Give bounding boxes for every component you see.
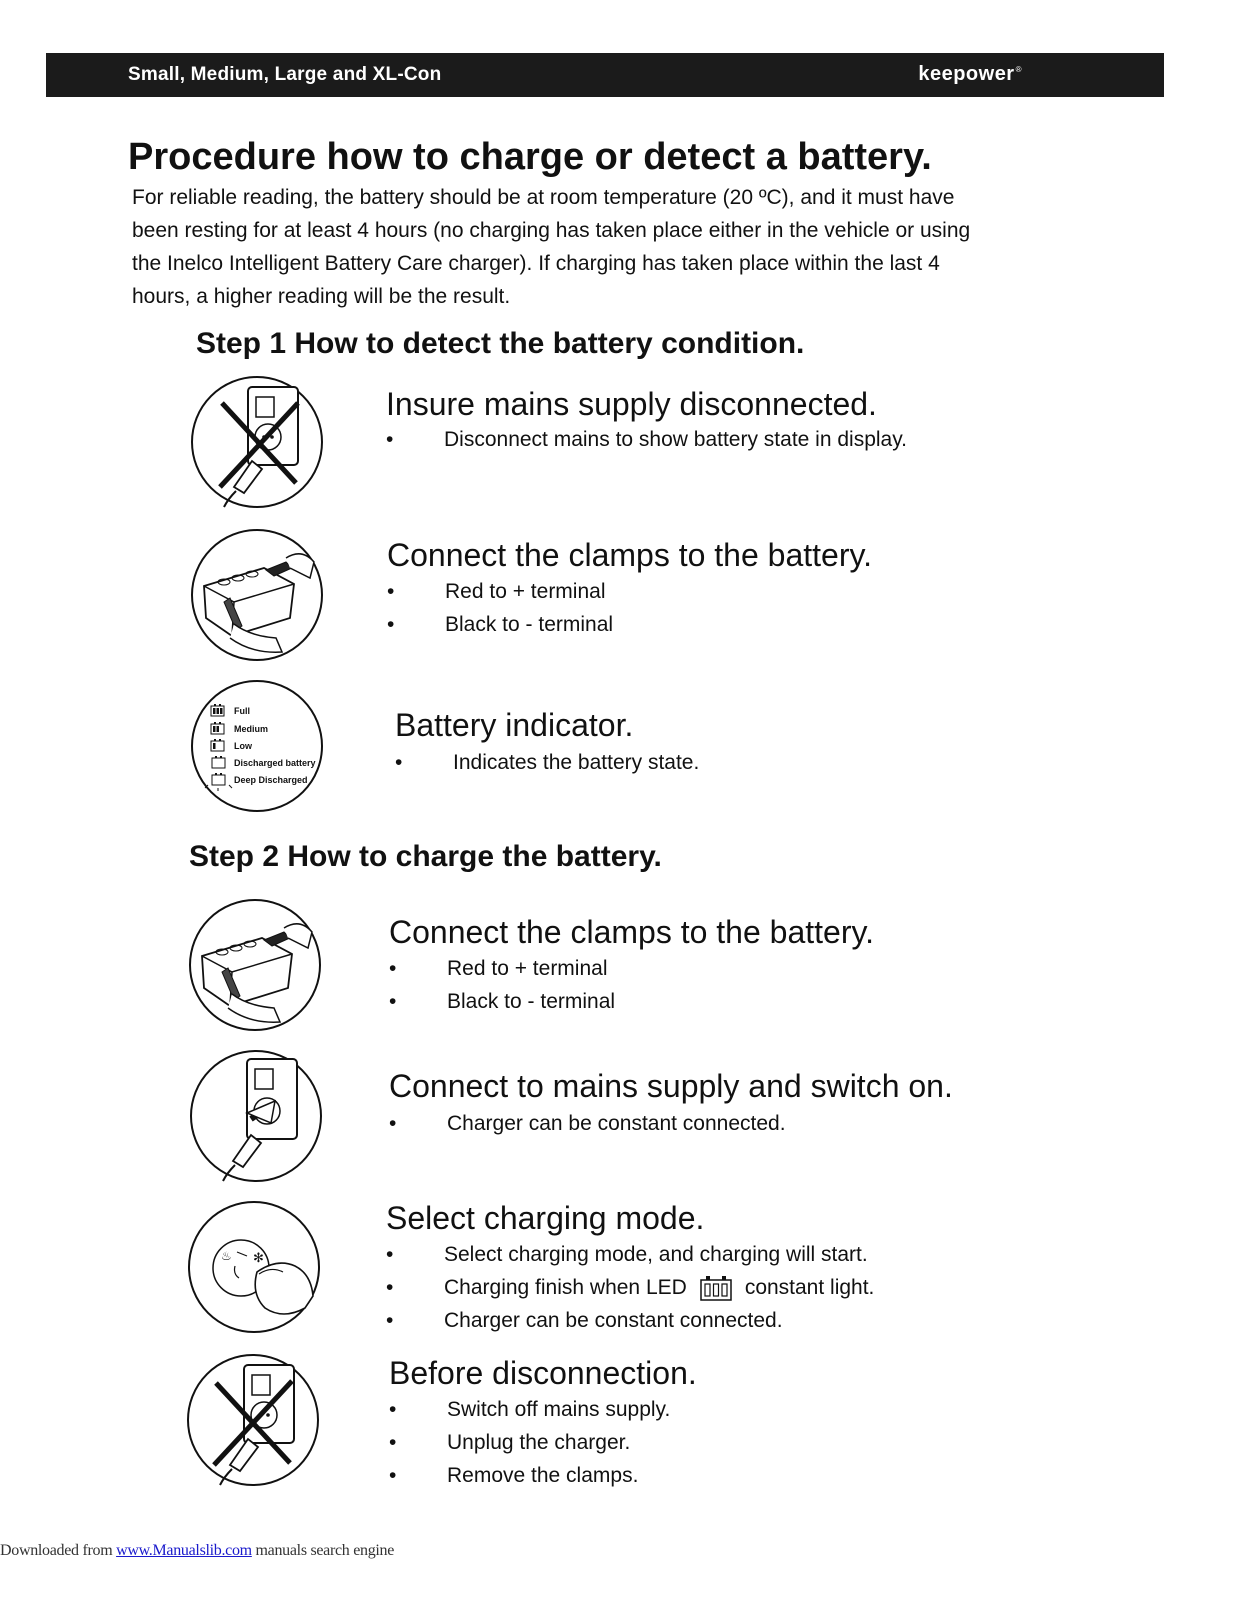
battery-discharged-icon bbox=[212, 756, 225, 768]
step2-item2-bullets bbox=[389, 1107, 786, 1140]
list-item: • Black to - terminal bbox=[389, 990, 616, 1013]
brand-logo bbox=[918, 63, 1022, 86]
header-bar bbox=[46, 53, 1164, 97]
plug-into-socket-icon bbox=[189, 1049, 323, 1183]
footer-prefix: Downloaded from bbox=[0, 1542, 117, 1559]
list-item: • Charger can be constant connected. bbox=[389, 1112, 786, 1135]
list-item: • Red to + terminal bbox=[389, 957, 608, 980]
step2-heading: Step 2 How to charge the battery. bbox=[189, 840, 662, 873]
mains-disconnected-icon bbox=[190, 375, 324, 509]
brand-mark: ® bbox=[1015, 65, 1022, 75]
step1-item3-bullets bbox=[395, 746, 699, 779]
step1-item2-heading: Connect the clamps to the battery. bbox=[387, 537, 872, 573]
step2-item4-heading: Before disconnection. bbox=[389, 1355, 697, 1391]
footer-suffix: manuals search engine bbox=[251, 1542, 395, 1559]
download-footer bbox=[0, 1542, 394, 1560]
svg-text:✻: ✻ bbox=[253, 1251, 264, 1266]
list-item: • Unplug the charger. bbox=[389, 1431, 631, 1454]
list-item: • Remove the clamps. bbox=[389, 1464, 639, 1487]
battery-full-icon bbox=[211, 704, 224, 716]
legend-medium: Medium bbox=[234, 724, 269, 734]
list-item: • Charging finish when LED constant light. bbox=[386, 1271, 874, 1304]
manualslib-link[interactable]: www.Manualslib.com bbox=[116, 1542, 252, 1559]
clamps-on-battery-icon bbox=[190, 528, 324, 662]
step1-item2-bullets bbox=[387, 575, 613, 641]
mode-button-press-icon bbox=[187, 1200, 321, 1334]
step1-heading: Step 1 How to detect the battery condition. bbox=[196, 327, 805, 360]
battery-medium-icon bbox=[211, 722, 224, 734]
step2-item3-heading: Select charging mode. bbox=[386, 1200, 705, 1236]
brand-name: keepower bbox=[918, 63, 1015, 85]
list-item: • Select charging mode, and charging will start. bbox=[386, 1243, 868, 1266]
step1-item1-heading: Insure mains supply disconnected. bbox=[386, 386, 877, 422]
list-item: • Switch off mains supply. bbox=[389, 1398, 671, 1421]
svg-text:♨: ♨ bbox=[221, 1249, 232, 1263]
legend-full: Full bbox=[234, 706, 250, 716]
legend-low: Low bbox=[234, 741, 252, 751]
step2-item2-heading: Connect to mains supply and switch on. bbox=[389, 1068, 953, 1104]
step2-item1-bullets bbox=[389, 952, 615, 1018]
list-item: • Indicates the battery state. bbox=[395, 751, 700, 774]
mains-disconnected-icon bbox=[186, 1353, 320, 1487]
step2-item3-bullets bbox=[386, 1238, 874, 1337]
list-item: • Black to - terminal bbox=[387, 613, 614, 636]
step2-item4-bullets bbox=[389, 1393, 670, 1492]
battery-full-led-icon bbox=[699, 1274, 733, 1302]
header-models: Small, Medium, Large and XL-Con bbox=[128, 64, 442, 85]
list-item: • Disconnect mains to show battery state in display. bbox=[386, 428, 907, 451]
step1-item3-heading: Battery indicator. bbox=[395, 707, 634, 743]
legend-discharged: Discharged battery bbox=[234, 758, 316, 768]
list-item: • Red to + terminal bbox=[387, 580, 606, 603]
legend-deep-discharged: Deep Discharged bbox=[234, 775, 308, 785]
battery-low-icon bbox=[211, 739, 224, 751]
step2-item1-heading: Connect the clamps to the battery. bbox=[389, 914, 874, 950]
battery-indicator-legend bbox=[190, 679, 324, 813]
step1-item1-bullets bbox=[386, 423, 907, 456]
page-title: Procedure how to charge or detect a battery. bbox=[128, 136, 932, 178]
intro-paragraph: For reliable reading, the battery should be at room temperature (20 ºC), and it must have been resting for at least 4 hours (no charging has taken place either in the vehicle or using the Inelco Intelligent Battery Care charger). If charging has taken place within the last 4 hours, a higher reading will be the result. bbox=[132, 186, 971, 308]
clamps-on-battery-icon bbox=[188, 898, 322, 1032]
list-item: • Charger can be constant connected. bbox=[386, 1309, 783, 1332]
